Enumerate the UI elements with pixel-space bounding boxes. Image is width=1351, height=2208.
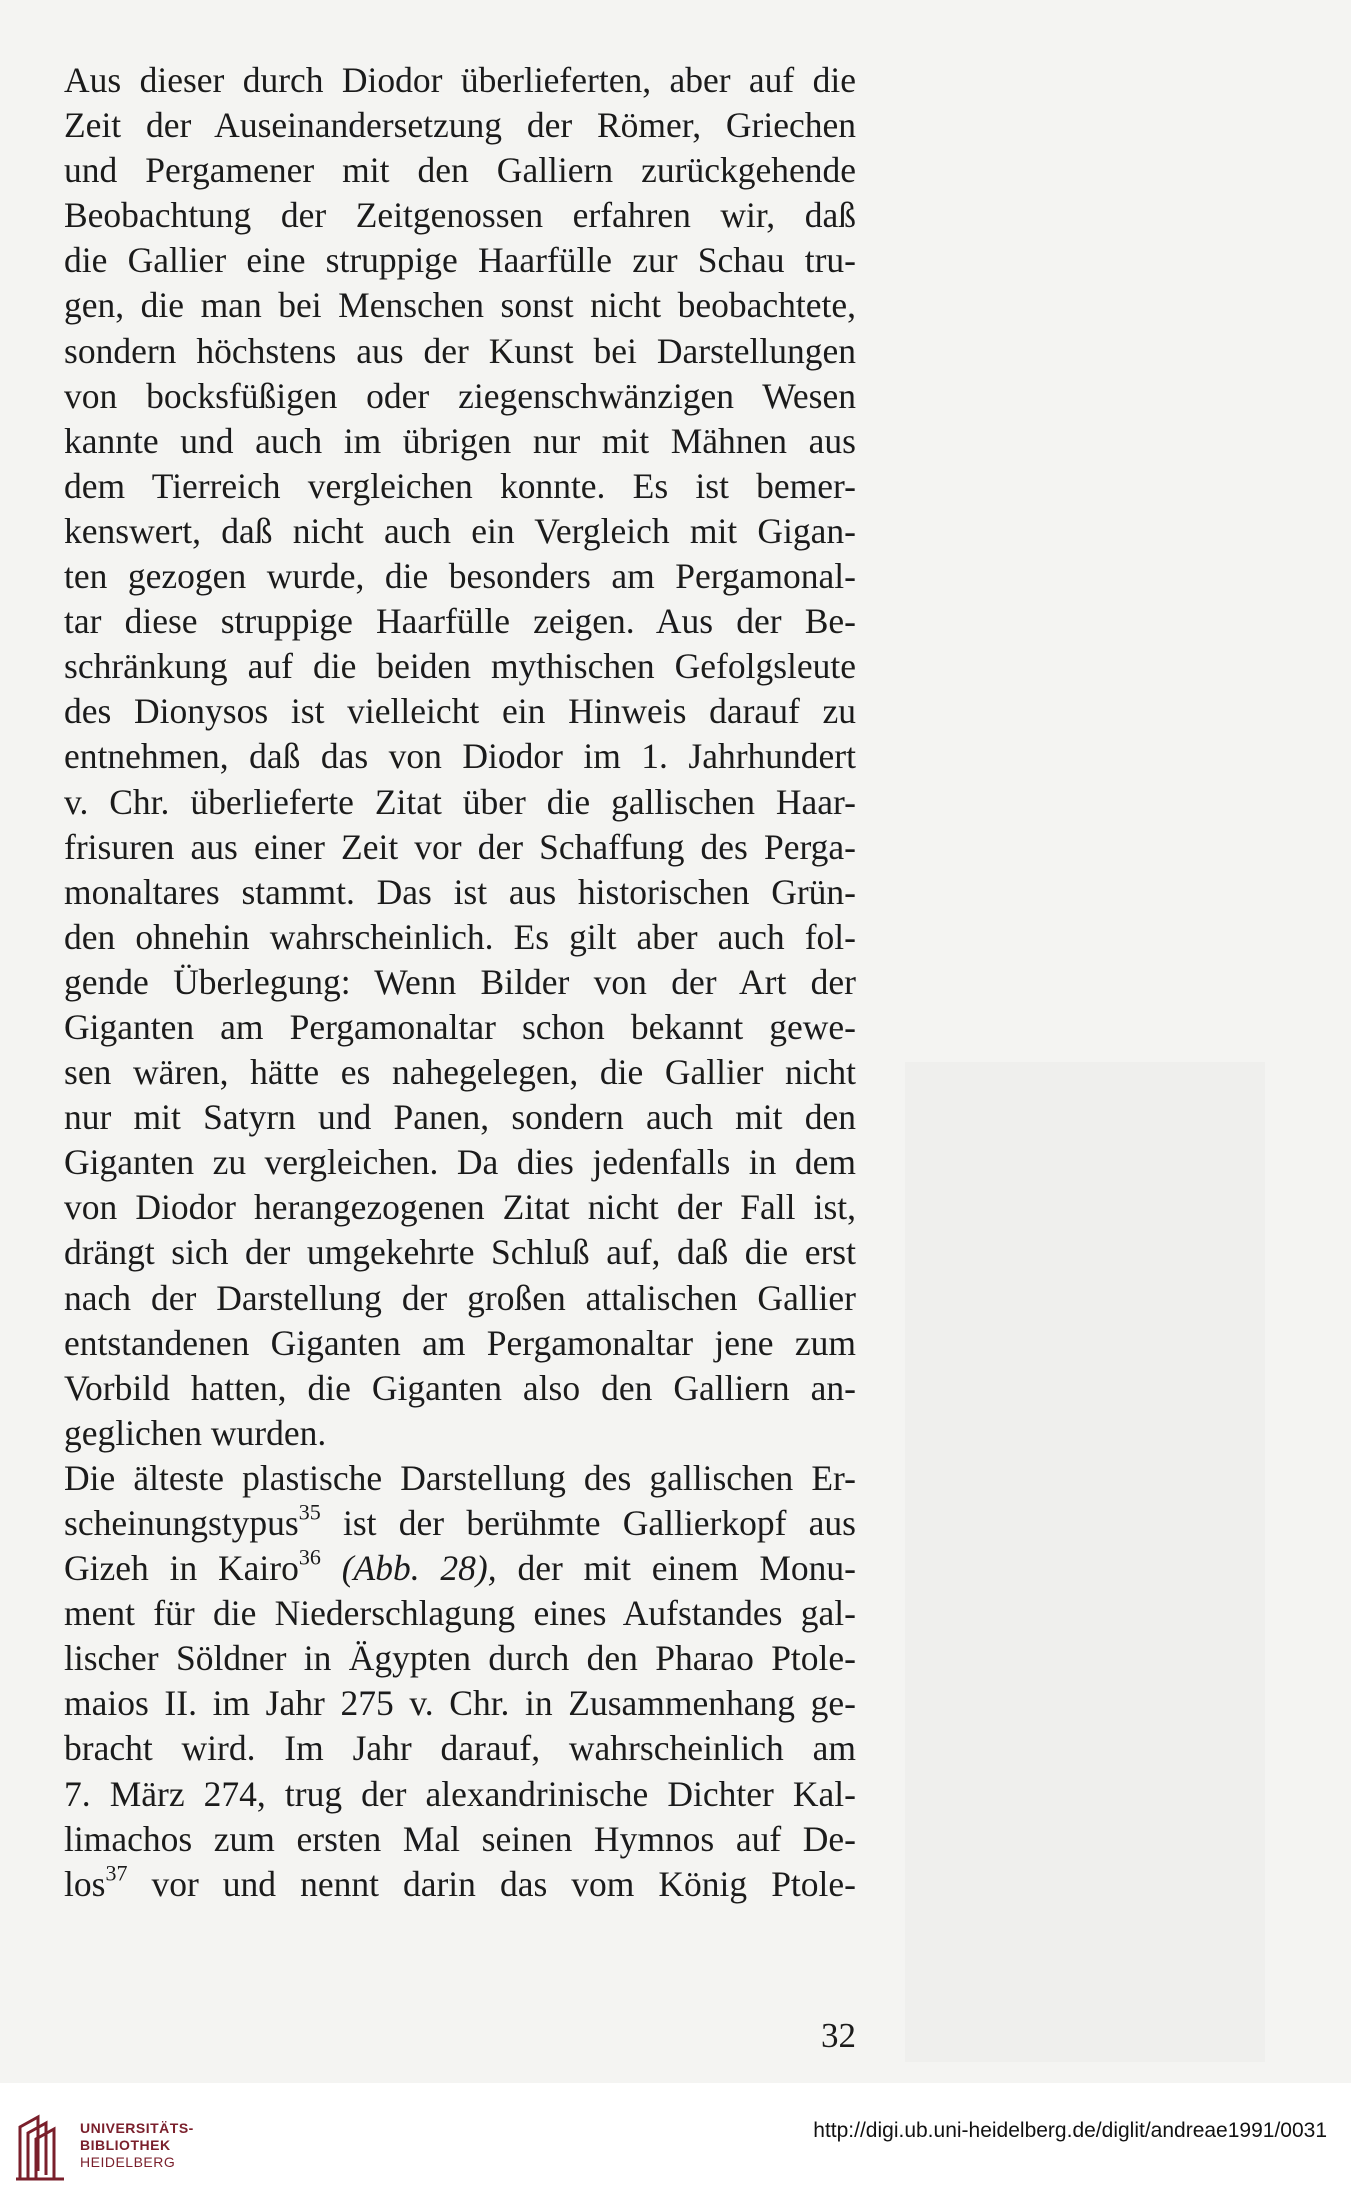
text-line: sondern höchstens aus der Kunst bei Darstellungen (64, 330, 856, 371)
library-name: UNIVERSITÄTS- BIBLIOTHEK HEIDELBERG (80, 2120, 194, 2170)
text-run: ist der berühmte Gallierkopf aus (320, 1503, 856, 1543)
text-line: Vorbild hatten, die Giganten also den Galliern an- (64, 1367, 856, 1408)
text-line: nur mit Satyrn und Panen, sondern auch mit den (64, 1097, 856, 1138)
text-line: monaltares stammt. Das ist aus historischen Grün- (64, 871, 856, 912)
figure-reference: (Abb. 28), (341, 1548, 497, 1589)
text-line: Giganten am Pergamonaltar schon bekannt gewe- (64, 1006, 856, 1047)
text-line: lischer Söldner in Ägypten durch den Pharao Ptole- (64, 1638, 856, 1679)
text-line: tar diese struppige Haarfülle zeigen. Aus der Be- (64, 601, 856, 642)
text-run: Gizeh in Kairo (64, 1548, 299, 1589)
text-line: von bocksfüßigen oder ziegenschwänzigen Wesen (64, 375, 856, 416)
text-run: scheinungstypus (64, 1503, 299, 1543)
text-line: die Gallier eine struppige Haarfülle zur Schau tru- (64, 240, 856, 281)
text-line: Die älteste plastische Darstellung des gallischen Er- (64, 1457, 856, 1498)
text-line: Zeit der Auseinandersetzung der Römer, Griechen (64, 105, 856, 146)
text-line: bracht wird. Im Jahr darauf, wahrscheinlich am (64, 1728, 856, 1769)
text-line (64, 1862, 856, 1907)
text-run: der mit einem Monu- (496, 1548, 857, 1589)
text-line: den ohnehin wahrscheinlich. Es gilt aber auch fol- (64, 916, 856, 957)
text-line: gen, die man bei Menschen sonst nicht beobachtete, (64, 285, 856, 326)
source-url-link[interactable]: http://digi.ub.uni-heidelberg.de/diglit/andreae1991/0031 (813, 2119, 1327, 2142)
text-line: kenswert, daß nicht auch ein Vergleich mit Gigan- (64, 510, 856, 551)
text-line: ten gezogen wurde, die besonders am Pergamonal- (64, 556, 856, 597)
footer-bar (0, 2083, 1351, 2208)
footnote-reference: 35 (298, 1499, 321, 1525)
text-line: Giganten zu vergleichen. Da dies jedenfalls in dem (64, 1142, 856, 1183)
text-line: ment für die Niederschlagung eines Aufstandes gal- (64, 1593, 856, 1634)
text-line: nach der Darstellung der großen attalischen Gallier (64, 1277, 856, 1318)
text-line: dem Tierreich vergleichen konnte. Es ist bemer- (64, 465, 856, 506)
text-line: Aus dieser durch Diodor überlieferten, aber auf die (64, 60, 856, 100)
text-line: frisuren aus einer Zeit vor der Schaffung des Perga- (64, 826, 856, 867)
text-line (64, 1546, 856, 1591)
text-line (64, 1501, 856, 1546)
page-number: 32 (821, 2016, 856, 2055)
text-run: vor und nennt darin das vom König Ptole- (127, 1863, 856, 1904)
text-line: 7. März 274, trug der alexandrinische Dichter Kal- (64, 1773, 856, 1814)
text-line: v. Chr. überlieferte Zitat über die gallischen Haar- (64, 781, 856, 822)
library-logo-icon (14, 2113, 70, 2183)
text-line: des Dionysos ist vielleicht ein Hinweis darauf zu (64, 691, 856, 732)
text-line: drängt sich der umgekehrte Schluß auf, daß die erst (64, 1232, 856, 1273)
text-line: von Diodor herangezogenen Zitat nicht der Fall ist, (64, 1187, 856, 1228)
footnote-reference: 37 (105, 1860, 128, 1886)
text-run: los (64, 1863, 106, 1904)
text-line: limachos zum ersten Mal seinen Hymnos auf De- (64, 1818, 856, 1859)
text-line: geglichen wurden. (64, 1412, 327, 1453)
text-line: schränkung auf die beiden mythischen Gefolgsleute (64, 646, 856, 687)
text-line: entstandenen Giganten am Pergamonaltar jene zum (64, 1322, 856, 1363)
text-line: sen wären, hätte es nahegelegen, die Gallier nicht (64, 1052, 856, 1093)
footnote-reference: 36 (298, 1544, 321, 1570)
text-line: maios II. im Jahr 275 v. Chr. in Zusammenhang ge- (64, 1683, 856, 1724)
show-through-image (905, 1062, 1265, 2062)
text-line: und Pergamener mit den Galliern zurückgehende (64, 150, 856, 191)
text-line: gende Überlegung: Wenn Bilder von der Art der (64, 961, 856, 1002)
text-line: Beobachtung der Zeitgenossen erfahren wir, daß (64, 195, 856, 236)
body-text (64, 58, 856, 1907)
text-line: entnehmen, daß das von Diodor im 1. Jahrhundert (64, 736, 856, 777)
text-run (321, 1548, 342, 1588)
text-line: kannte und auch im übrigen nur mit Mähnen aus (64, 420, 856, 461)
